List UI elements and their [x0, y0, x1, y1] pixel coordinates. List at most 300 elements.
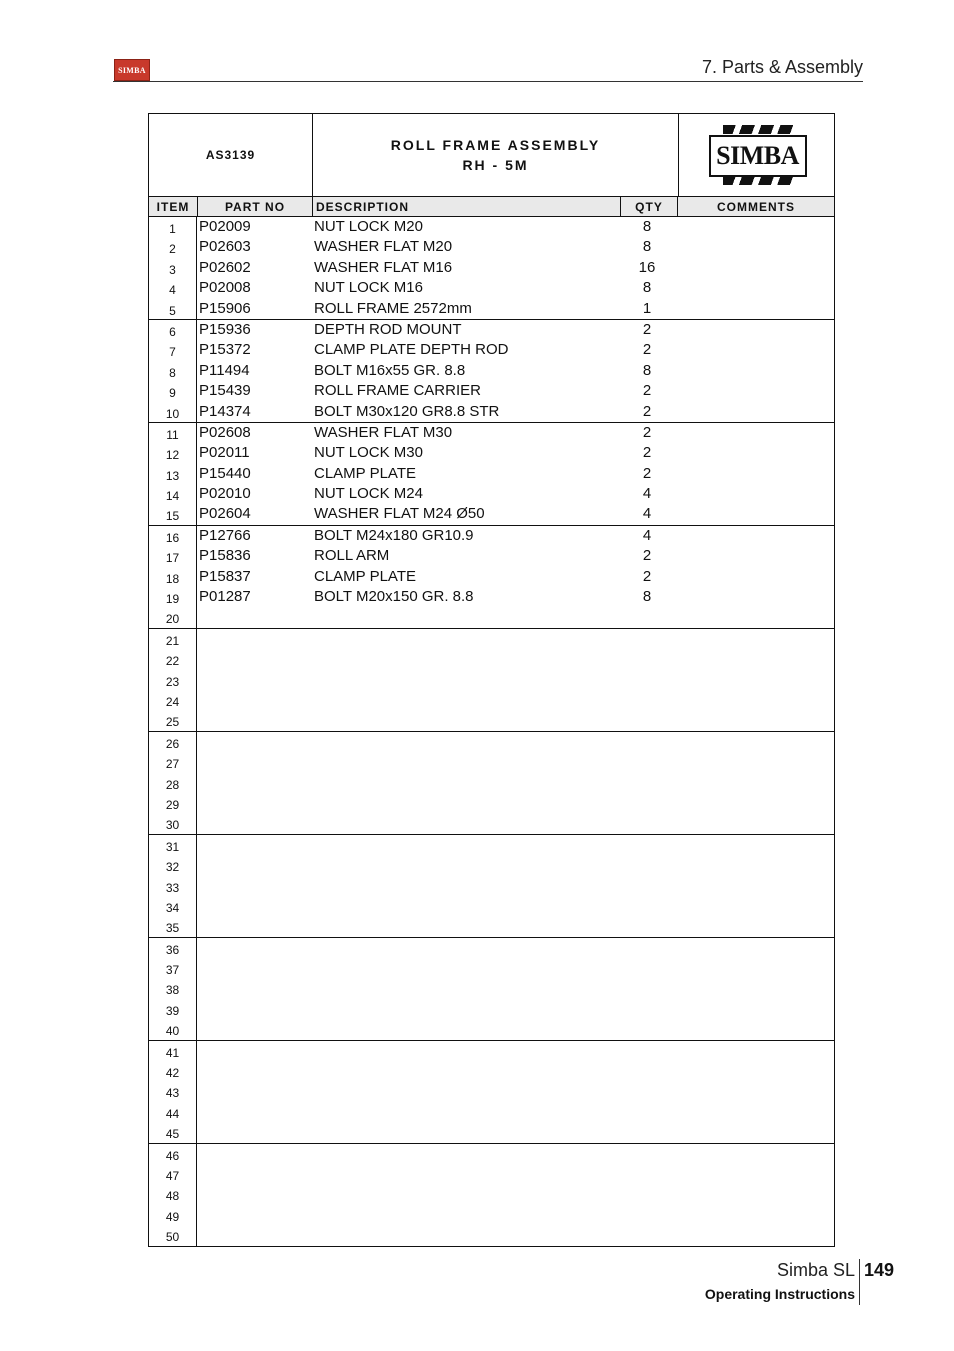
row-comments [675, 1061, 834, 1081]
row-item: 21 [149, 629, 197, 649]
column-header-row [149, 197, 834, 217]
row-qty [619, 1122, 675, 1142]
row-item: 17 [149, 546, 197, 566]
row-qty [619, 999, 675, 1019]
row-description [311, 752, 619, 772]
row-item: 30 [149, 813, 197, 833]
row-comments [675, 916, 834, 936]
table-row [149, 793, 834, 813]
row-description: NUT LOCK M30 [314, 444, 423, 462]
row-comments [675, 402, 834, 422]
row-description: BOLT M20x150 GR. 8.8 [314, 588, 474, 606]
row-part-no: P02604 [199, 505, 251, 523]
table-row [149, 649, 834, 669]
row-item: 12 [149, 443, 197, 463]
row-part-no [197, 835, 311, 855]
row-qty [619, 876, 675, 896]
table-row [149, 361, 834, 381]
row-qty [619, 855, 675, 875]
row-item: 46 [149, 1144, 197, 1164]
table-row [149, 1225, 834, 1245]
row-part-no [197, 752, 311, 772]
section-title: 7. Parts & Assembly [701, 57, 863, 77]
row-part-no: P15836 [199, 547, 251, 565]
row-qty [619, 896, 675, 916]
row-description: WASHER FLAT M30 [314, 423, 453, 441]
row-item: 5 [149, 299, 197, 319]
row-item: 44 [149, 1102, 197, 1122]
row-qty: 1 [642, 299, 652, 317]
row-item: 4 [149, 278, 197, 298]
row-part-no: P01287 [199, 588, 251, 606]
row-part-no: P02608 [199, 423, 251, 441]
row-qty: 2 [642, 320, 652, 338]
row-item: 23 [149, 670, 197, 690]
row-item: 48 [149, 1184, 197, 1204]
row-part-no [197, 916, 311, 936]
table-row [149, 835, 834, 855]
row-comments [675, 1019, 834, 1039]
row-item: 27 [149, 752, 197, 772]
row-comments [675, 484, 834, 504]
row-item: 11 [149, 423, 197, 443]
row-part-no [197, 1019, 311, 1039]
row-description [311, 649, 619, 669]
row-description [311, 793, 619, 813]
row-qty [619, 1081, 675, 1101]
footer-divider [859, 1259, 860, 1305]
header-divider [113, 81, 863, 82]
row-part-no [197, 938, 311, 958]
row-part-no [197, 1081, 311, 1101]
row-description [311, 813, 619, 833]
row-item: 35 [149, 916, 197, 936]
row-qty: 8 [642, 218, 652, 235]
table-row [149, 732, 834, 752]
row-qty: 8 [642, 588, 652, 606]
row-description [311, 1061, 619, 1081]
table-row [149, 855, 834, 875]
table-row [149, 1102, 834, 1122]
row-comments [675, 876, 834, 896]
row-description: DEPTH ROD MOUNT [314, 320, 462, 338]
sheet-logo-cell [679, 114, 834, 196]
col-header-description: DESCRIPTION [313, 197, 621, 216]
row-item: 29 [149, 793, 197, 813]
row-part-no: P12766 [199, 526, 251, 544]
col-header-item: ITEM [149, 197, 198, 216]
row-comments [675, 999, 834, 1019]
row-comments [675, 896, 834, 916]
row-item: 31 [149, 835, 197, 855]
table-row [149, 1164, 834, 1184]
row-description [311, 732, 619, 752]
col-header-qty: QTY [621, 197, 678, 216]
table-row [149, 587, 834, 607]
row-part-no: P02010 [199, 485, 251, 503]
row-comments [675, 607, 834, 627]
row-description: CLAMP PLATE [314, 464, 416, 482]
table-row [149, 217, 834, 237]
table-row [149, 1081, 834, 1101]
row-item: 6 [149, 320, 197, 340]
row-group [149, 423, 834, 526]
row-description: NUT LOCK M20 [314, 218, 423, 235]
row-item: 28 [149, 773, 197, 793]
row-description [311, 1122, 619, 1142]
row-part-no: P14374 [199, 402, 251, 420]
row-comments [675, 690, 834, 710]
row-description: NUT LOCK M24 [314, 485, 423, 503]
row-item: 39 [149, 999, 197, 1019]
row-qty [619, 1184, 675, 1204]
table-row [149, 1184, 834, 1204]
row-part-no: P02011 [199, 444, 250, 462]
row-qty [619, 1019, 675, 1039]
row-description: NUT LOCK M16 [314, 279, 423, 297]
assembly-title [313, 114, 679, 196]
row-comments [675, 1225, 834, 1245]
row-comments [675, 587, 834, 607]
row-qty: 2 [642, 341, 652, 359]
row-item: 13 [149, 464, 197, 484]
row-qty: 8 [642, 238, 652, 256]
row-item: 36 [149, 938, 197, 958]
row-item: 24 [149, 690, 197, 710]
row-comments [675, 773, 834, 793]
row-part-no: P15439 [199, 382, 251, 400]
row-item: 38 [149, 978, 197, 998]
row-comments [675, 629, 834, 649]
row-description: ROLL FRAME CARRIER [314, 382, 481, 400]
row-item: 7 [149, 340, 197, 360]
row-part-no: P15440 [199, 464, 251, 482]
row-qty [619, 1164, 675, 1184]
row-comments [675, 217, 834, 237]
row-comments [675, 855, 834, 875]
row-item: 40 [149, 1019, 197, 1039]
row-group [149, 217, 834, 320]
row-qty [619, 752, 675, 772]
row-part-no [197, 1225, 311, 1245]
table-row [149, 237, 834, 257]
row-part-no [197, 710, 311, 730]
row-item: 14 [149, 484, 197, 504]
table-row [149, 1144, 834, 1164]
row-comments [675, 1081, 834, 1101]
row-part-no: P02009 [199, 218, 251, 235]
logo-stripes-bottom [723, 176, 793, 185]
row-item: 9 [149, 381, 197, 401]
assembly-code: AS3139 [149, 114, 313, 196]
row-description [311, 1205, 619, 1225]
row-group [149, 1041, 834, 1144]
table-row [149, 464, 834, 484]
row-comments [675, 423, 834, 443]
row-part-no [197, 629, 311, 649]
row-comments [675, 752, 834, 772]
row-description [311, 773, 619, 793]
row-item: 8 [149, 361, 197, 381]
row-qty: 4 [642, 485, 652, 503]
row-qty: 4 [642, 526, 652, 544]
row-description [311, 938, 619, 958]
row-description: BOLT M16x55 GR. 8.8 [314, 361, 466, 379]
row-item: 43 [149, 1081, 197, 1101]
row-part-no [197, 1184, 311, 1204]
row-group [149, 629, 834, 732]
row-part-no [197, 607, 311, 627]
row-qty [619, 1102, 675, 1122]
row-description [311, 1081, 619, 1101]
row-comments [675, 237, 834, 257]
table-row [149, 423, 834, 443]
row-group [149, 1144, 834, 1246]
row-part-no [197, 1164, 311, 1184]
table-row [149, 896, 834, 916]
row-qty: 2 [642, 423, 652, 441]
row-description: WASHER FLAT M20 [314, 238, 453, 256]
assembly-title-line2: RH - 5M [462, 157, 529, 173]
row-description [311, 835, 619, 855]
row-part-no: P15936 [199, 320, 251, 338]
row-qty [619, 793, 675, 813]
row-comments [675, 1144, 834, 1164]
sheet-title-block [149, 114, 834, 197]
table-row [149, 299, 834, 319]
row-description [311, 690, 619, 710]
simba-logo-large-text: SIMBA [709, 135, 807, 177]
row-description: ROLL ARM [314, 547, 390, 565]
row-part-no [197, 773, 311, 793]
row-group [149, 938, 834, 1041]
row-part-no [197, 732, 311, 752]
row-item: 32 [149, 855, 197, 875]
row-group [149, 835, 834, 938]
row-description [311, 999, 619, 1019]
row-comments [675, 381, 834, 401]
table-row [149, 546, 834, 566]
table-row [149, 690, 834, 710]
row-qty: 8 [642, 361, 652, 379]
row-item: 2 [149, 237, 197, 257]
row-part-no [197, 1061, 311, 1081]
row-comments [675, 504, 834, 524]
row-description [311, 916, 619, 936]
row-comments [675, 835, 834, 855]
row-part-no [197, 876, 311, 896]
row-group [149, 526, 834, 629]
row-qty [619, 938, 675, 958]
row-item: 37 [149, 958, 197, 978]
simba-logo-large [709, 125, 805, 185]
table-row [149, 978, 834, 998]
row-item: 41 [149, 1041, 197, 1061]
row-description [311, 670, 619, 690]
row-item: 20 [149, 607, 197, 627]
row-item: 1 [149, 217, 197, 237]
table-row [149, 710, 834, 730]
row-description [311, 1019, 619, 1039]
table-row [149, 340, 834, 360]
row-item: 25 [149, 710, 197, 730]
table-row [149, 1019, 834, 1039]
row-item: 34 [149, 896, 197, 916]
assembly-title-line1: ROLL FRAME ASSEMBLY [390, 137, 601, 153]
row-comments [675, 258, 834, 278]
row-part-no [197, 1041, 311, 1061]
row-part-no [197, 1122, 311, 1142]
row-comments [675, 1122, 834, 1142]
row-comments [675, 813, 834, 833]
row-comments [675, 978, 834, 998]
row-description: WASHER FLAT M24 Ø50 [314, 505, 485, 523]
row-item: 42 [149, 1061, 197, 1081]
row-comments [675, 1205, 834, 1225]
col-header-part-no: PART NO [198, 197, 313, 216]
row-part-no: P02008 [199, 279, 251, 297]
row-qty [619, 649, 675, 669]
row-qty [619, 813, 675, 833]
row-description [311, 896, 619, 916]
row-comments [675, 278, 834, 298]
row-part-no [197, 1144, 311, 1164]
row-comments [675, 526, 834, 546]
row-description: CLAMP PLATE DEPTH ROD [314, 341, 509, 359]
table-row [149, 278, 834, 298]
row-qty: 2 [642, 444, 652, 462]
row-comments [675, 361, 834, 381]
logo-stripes-top [723, 125, 793, 134]
row-item: 33 [149, 876, 197, 896]
row-description: BOLT M24x180 GR10.9 [314, 526, 474, 544]
row-qty [619, 607, 675, 627]
row-qty: 2 [642, 382, 652, 400]
row-group [149, 320, 834, 423]
row-part-no: P15837 [199, 567, 251, 585]
row-comments [675, 1164, 834, 1184]
page-number: 149 [864, 1260, 895, 1280]
row-comments [675, 443, 834, 463]
row-description: WASHER FLAT M16 [314, 258, 453, 276]
row-part-no [197, 999, 311, 1019]
table-row [149, 1041, 834, 1061]
table-row [149, 402, 834, 422]
row-description: BOLT M30x120 GR8.8 STR [314, 402, 500, 420]
row-comments [675, 464, 834, 484]
table-row [149, 381, 834, 401]
table-row [149, 752, 834, 772]
table-row [149, 504, 834, 524]
table-row [149, 916, 834, 936]
row-part-no [197, 690, 311, 710]
row-description [311, 958, 619, 978]
footer-subtitle: Operating Instructions [704, 1286, 855, 1302]
row-qty [619, 710, 675, 730]
row-qty [619, 1041, 675, 1061]
simba-logo-small-text: SIMBA [118, 65, 146, 75]
row-part-no: P11494 [199, 361, 250, 379]
row-comments [675, 793, 834, 813]
row-qty: 2 [642, 464, 652, 482]
row-item: 47 [149, 1164, 197, 1184]
row-comments [675, 567, 834, 587]
row-item: 50 [149, 1225, 197, 1245]
row-comments [675, 732, 834, 752]
row-qty: 4 [642, 505, 652, 523]
row-description [311, 1144, 619, 1164]
row-part-no [197, 855, 311, 875]
row-comments [675, 299, 834, 319]
row-qty [619, 670, 675, 690]
row-part-no [197, 896, 311, 916]
row-part-no [197, 1205, 311, 1225]
row-item: 49 [149, 1205, 197, 1225]
row-qty [619, 690, 675, 710]
row-comments [675, 938, 834, 958]
row-qty [619, 835, 675, 855]
row-part-no [197, 649, 311, 669]
row-item: 15 [149, 504, 197, 524]
table-row [149, 938, 834, 958]
table-row [149, 1061, 834, 1081]
table-row [149, 320, 834, 340]
row-part-no [197, 670, 311, 690]
table-row [149, 629, 834, 649]
row-comments [675, 340, 834, 360]
row-qty: 2 [642, 547, 652, 565]
col-header-comments: COMMENTS [717, 199, 795, 214]
row-qty [619, 916, 675, 936]
row-item: 10 [149, 402, 197, 422]
row-comments [675, 1102, 834, 1122]
row-item: 16 [149, 526, 197, 546]
row-comments [675, 320, 834, 340]
row-comments [675, 958, 834, 978]
row-qty [619, 1225, 675, 1245]
row-description: ROLL FRAME 2572mm [314, 299, 472, 317]
table-row [149, 1122, 834, 1142]
row-comments [675, 546, 834, 566]
row-comments [675, 1184, 834, 1204]
row-part-no [197, 813, 311, 833]
row-part-no: P15372 [199, 341, 251, 359]
table-row [149, 484, 834, 504]
row-qty [619, 773, 675, 793]
row-comments [675, 649, 834, 669]
row-comments [675, 670, 834, 690]
table-row [149, 773, 834, 793]
table-row [149, 670, 834, 690]
row-part-no: P02602 [199, 258, 251, 276]
row-description [311, 978, 619, 998]
table-row [149, 999, 834, 1019]
row-description [311, 710, 619, 730]
row-group [149, 732, 834, 835]
row-qty: 16 [638, 258, 656, 276]
row-description: CLAMP PLATE [314, 567, 416, 585]
row-part-no: P15906 [199, 299, 251, 317]
simba-logo-small [114, 59, 150, 81]
table-row [149, 607, 834, 627]
parts-sheet [148, 113, 835, 1247]
row-description [311, 607, 619, 627]
row-description [311, 876, 619, 896]
row-qty: 8 [642, 279, 652, 297]
row-comments [675, 1041, 834, 1061]
row-qty [619, 1205, 675, 1225]
table-row [149, 876, 834, 896]
